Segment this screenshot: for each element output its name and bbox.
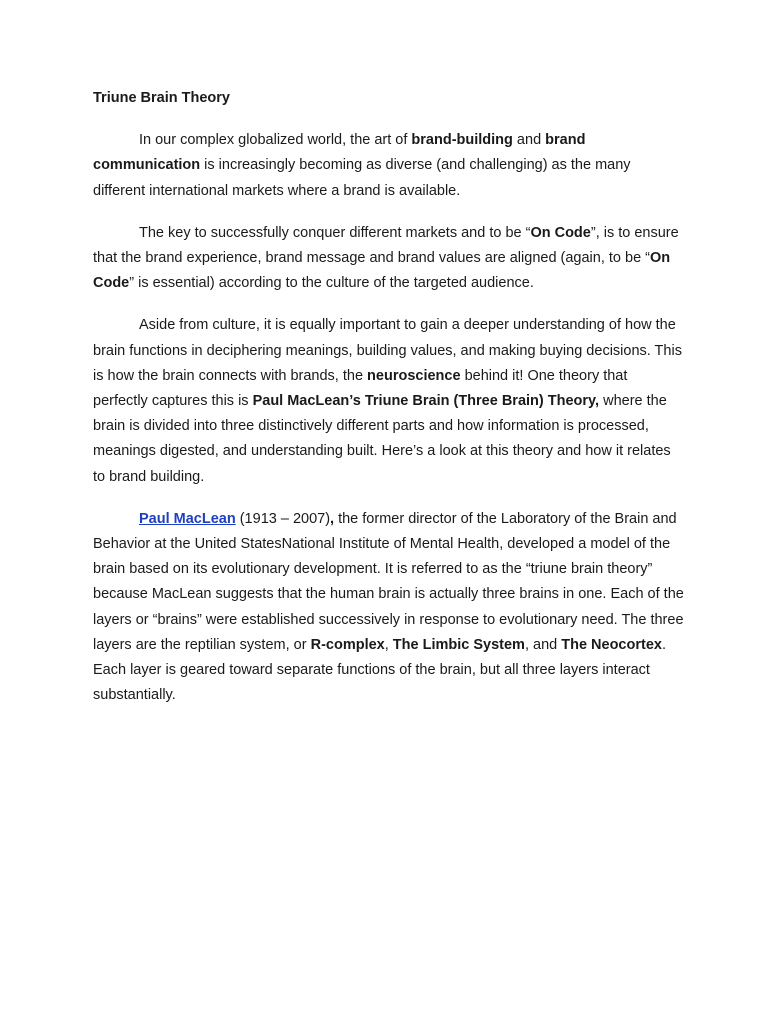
text-run: behind it! One theory that perfectly captures this is: [93, 367, 628, 410]
bold-run: On Code: [93, 250, 671, 292]
bold-run: The Limbic System: [392, 636, 525, 653]
text-run: , and: [524, 636, 562, 653]
bold-run: Paul MacLean’s Triune Brain (Three Brain) Theory,: [252, 393, 600, 410]
text-run: the former director of the Laboratory of the Brain and Behavior at the United StatesNational Institute of Mental Health, developed a model of the brain based on its evolutionary development. It is referred to as the “triune brain theory” because MacLean suggests that the human brain is actually three brains in one. Each of the layers or “brains” were established successively in response to evolutionary need. The three layers are the reptilian system, or: [93, 510, 684, 653]
text-run: ” is essential) according to the culture of the targeted audience.: [129, 275, 534, 292]
paragraph-intro: [93, 128, 685, 204]
bold-run: ,: [330, 510, 335, 527]
bold-run: On Code: [530, 224, 591, 241]
bold-run: neuroscience: [367, 367, 461, 384]
text-run: (1913 – 2007): [235, 510, 331, 527]
text-run: is increasingly becoming as diverse (and challenging) as the many different international markets where a brand is available.: [93, 157, 631, 199]
paul-maclean-link[interactable]: Paul MacLean: [139, 510, 236, 527]
paragraph-on-code: [93, 221, 685, 297]
text-run: ,: [384, 636, 393, 653]
text-run: . Each layer is geared toward separate functions of the brain, but all three layers interact substantially.: [93, 636, 666, 704]
bold-run: brand-building: [411, 132, 513, 149]
document-body: [93, 86, 685, 725]
paragraph-maclean: [93, 507, 685, 709]
text-run: and: [512, 132, 546, 149]
text-run: The key to successfully conquer different markets and to be “: [139, 224, 531, 241]
bold-run: R-complex: [310, 636, 385, 653]
bold-run: The Neocortex: [561, 636, 662, 653]
text-run: In our complex globalized world, the art of: [139, 132, 412, 149]
document-title: Triune Brain Theory: [93, 90, 230, 106]
bold-run: brand communication: [93, 132, 586, 174]
text-run: where the brain is divided into three distinctively different parts and how information is processed, meanings digested, and understanding built. Here’s a look at this theory and how it relates to brand building.: [93, 393, 671, 485]
paragraph-neuroscience: [93, 313, 685, 489]
text-run: Aside from culture, it is equally important to gain a deeper understanding of how the brain functions in deciphering meanings, building values, and making buying decisions. This is how the brain connects with brands, the: [93, 317, 682, 384]
text-run: ”, is to ensure that the brand experience, brand message and brand values are aligned (again, to be “: [93, 224, 679, 267]
